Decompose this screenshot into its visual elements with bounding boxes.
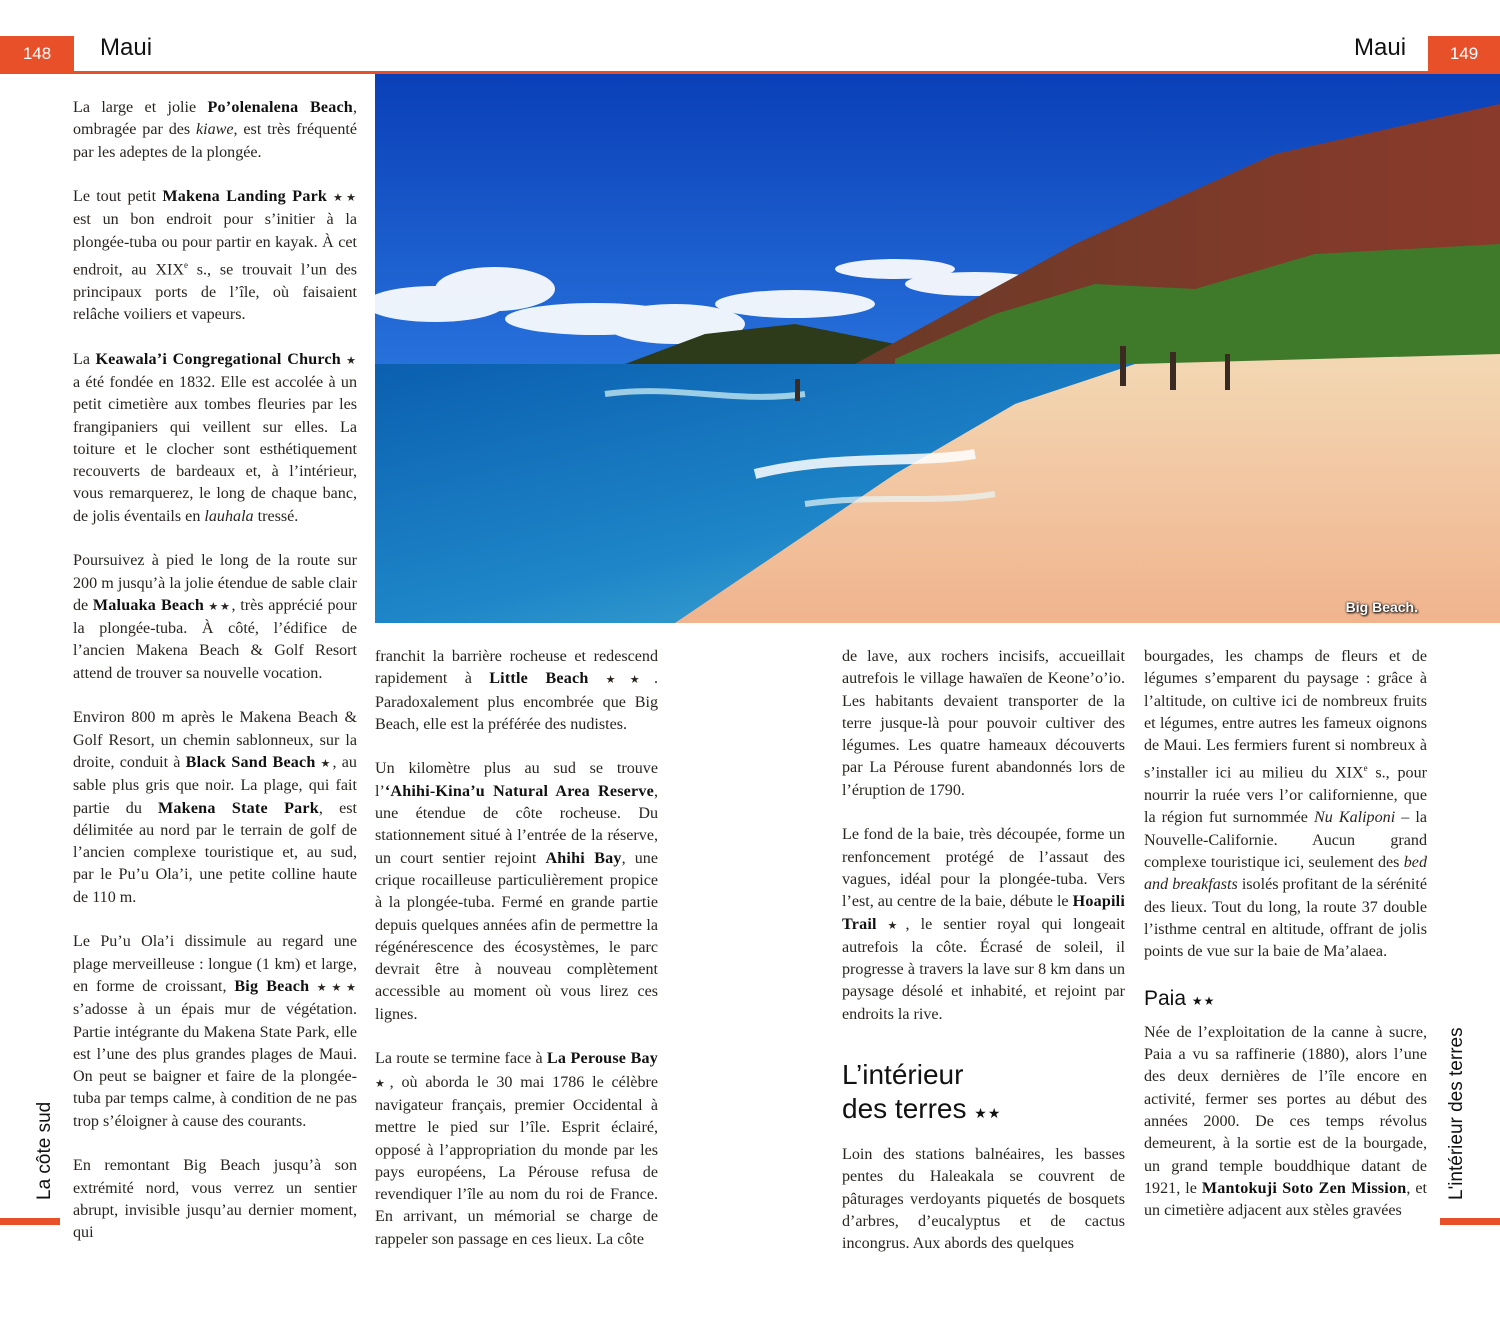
text: , une étendue de côte rocheuse. Du stationnement situé à l’entrée de la réserve, un court sentier rejoint — [375, 782, 658, 867]
rating-stars: ★ — [315, 757, 333, 770]
section-heading-paia — [1144, 986, 1427, 1014]
text: , est très fréquenté par les adeptes de la plongée. — [73, 121, 357, 161]
text: isolés profitant de la sérénité des lieux. Tout du long, la route 37 double l’isthme central en altitude, offrant de jolis points de vue sur la baie de Ma’alaea. — [1144, 876, 1427, 961]
italic-term: Nu Kaliponi — [1313, 809, 1396, 827]
place-name: Big Beach — [234, 977, 310, 995]
column-4 — [1144, 646, 1427, 1222]
place-name: Keawala’i Congregational Church — [95, 350, 341, 368]
heading-text: Paia — [1144, 986, 1187, 1010]
heading-line: L’intérieur — [842, 1059, 964, 1091]
photo-caption: Big Beach. — [1345, 599, 1418, 615]
place-name: Maluaka Beach — [92, 596, 204, 614]
paragraph-north-end: En remontant Big Beach jusqu’à son extrémité nord, vous verrez un sentier abrupt, invisible jusqu’au dernier moment, qui — [73, 1157, 357, 1242]
rating-stars: ★★ — [974, 1105, 1002, 1122]
section-heading-interieur — [842, 1058, 1125, 1130]
text: , le sentier royal qui longeait autrefois la côte. Écrasé de soleil, il progresse à travers la lave sur 8 km dans un paysage désolé et inhabité, et rejoint par endroits la rive. — [842, 915, 1125, 1023]
rating-stars: ★★★ — [309, 981, 357, 994]
rating-stars: ★★ — [588, 674, 654, 687]
text: , au sable plus gris que noir. La plage, qui fait partie du — [73, 753, 357, 817]
paragraph-makena-landing — [73, 186, 357, 326]
paragraph-ahihi — [375, 758, 658, 1026]
place-name: Little Beach — [489, 670, 589, 688]
paragraph-poolenalena — [73, 97, 357, 164]
text: Née de l’exploitation de la canne à sucre, Paia a vu sa raffinerie (1880), alors l’une des deux dernières de l’île encore en activité, fermer ses portes au début des années 2000. De ces temps révolus demeurent, à la sortie est de la bourgade, un grand temple bouddhique datant de 1921, le — [1144, 1023, 1427, 1197]
right-running-title: Maui — [1354, 34, 1407, 61]
beach-photo — [375, 74, 1500, 623]
rating-stars: ★ — [876, 919, 906, 932]
text: , où aborda le 30 mai 1786 le célèbre navigateur français, premier Occidental à mettre le pied sur l’île. Esprit éclairé, opposé à l’appropriation du monde par les pays européens, La Pérouse refusa de revendiquer l’île au nom du roi de France. En arrivant, un mémorial se charge de rappeler son passage en ces lieux. La côte — [375, 1073, 658, 1248]
text: est un bon endroit pour s’initier à la plongée-tuba ou pour partir en kayak. À cet endroit, au XIX — [73, 211, 357, 279]
rating-stars: ★★ — [1191, 993, 1216, 1008]
text: La large et jolie — [73, 99, 208, 116]
text: bourgades, les champs de fleurs et de légumes s’emparent du paysage : grâce à l’altitude, on cultive ici de nombreux fruits et légumes, entre autres les fameux oignons de Maui. Les fermiers furent si nombreux à s’installer ici au milieu du XIX — [1144, 648, 1427, 782]
place-name: Ahihi Bay — [545, 849, 622, 867]
left-section-label: La côte sud — [34, 1101, 55, 1200]
text: , est délimitée au nord par le terrain de golf de l’ancien complexe touristique et, au sud, par le Pu’u Ola’i, une petite colline haute de 110 m. — [73, 799, 357, 906]
left-page-number: 148 — [0, 36, 74, 71]
text: Le Pu’u Ola’i dissimule au regard une plage merveilleuse : longue (1 km) et large, en forme de croissant, — [73, 933, 357, 995]
text: , une crique rocailleuse particulièrement propice à la plongée-tuba. Fermé en grande partie depuis quelques années afin de permettre la régénérescence des écosystèmes, le parc devrait être à nouveau complètement accessible au moment où vous lirez ces lignes. — [375, 849, 658, 1023]
text: , ombragée par des — [73, 99, 357, 139]
italic-term: lauhala — [204, 507, 254, 525]
place-name: Hoapili Trail — [842, 893, 1125, 933]
left-running-title: Maui — [100, 34, 153, 61]
text: s., se trouvait l’un des principaux ports de l’île, où faisaient relâche voiliers et vapeurs. — [73, 261, 357, 324]
text: franchit la barrière rocheuse et redescend rapidement à — [375, 648, 658, 688]
rating-stars: ★ — [375, 1077, 390, 1090]
text: tressé. — [253, 507, 299, 525]
column-3 — [842, 646, 1125, 1256]
text: Le tout petit — [73, 188, 163, 206]
superscript: e — [1363, 763, 1368, 774]
place-name: Po’olenalena Beach — [207, 99, 353, 116]
text: a été fondée en 1832. Elle est accolée à un petit cimetière aux tombes fleuries par les frangipaniers qui veillent sur elles. La toiture et le clocher sont esthétiquement recouverts de bardeaux et, à l’intérieur, vous remarquerez, le long de chaque banc, de jolis éventails en — [73, 373, 357, 525]
column-1 — [73, 97, 357, 1245]
paragraph-big-beach — [73, 931, 357, 1133]
place-name: Mantokuji Soto Zen Mission — [1201, 1179, 1407, 1197]
header-rule-left — [0, 71, 375, 74]
superscript: e — [183, 260, 188, 271]
text: s., pour nourrir la ruée vers l’or californienne, que la région fut surnommée — [1144, 764, 1427, 827]
paragraph-black-sand — [73, 707, 357, 909]
text: , très apprécié pour la plongée-tuba. À côté, l’édifice de l’ancien Makena Beach & Golf Resort attend de trouver sa nouvelle vocation. — [73, 596, 357, 682]
place-name: La Perouse Bay — [546, 1050, 658, 1068]
place-name: Black Sand Beach — [185, 753, 316, 771]
paragraph-bourgades — [1144, 646, 1427, 964]
rating-stars: ★★ — [203, 600, 232, 613]
paragraph-little-beach — [375, 646, 658, 736]
text: , et un cimetière adjacent aux stèles gravées — [1144, 1179, 1427, 1220]
paragraph-haleakala: Loin des stations balnéaires, les basses pentes du Haleakala se couvrent de pâturages verdoyants piquetés de bosquets d’arbres, d’eucalyptus et de cactus incongrus. Aux abords des quelques — [842, 1146, 1125, 1253]
italic-term: bed and breakfasts — [1144, 854, 1427, 894]
right-page-number: 149 — [1428, 36, 1500, 71]
rating-stars: ★★ — [327, 192, 357, 205]
text: La route se termine face à — [375, 1050, 547, 1068]
text: Environ 800 m après le Makena Beach & Golf Resort, un chemin sablonneux, sur la droite, conduit à — [73, 709, 357, 771]
text: Un kilomètre plus au sud se trouve l’ — [375, 760, 658, 800]
paragraph-keawalai — [73, 349, 357, 528]
paragraph-maluaka — [73, 550, 357, 685]
place-name: Makena Landing Park — [162, 188, 328, 206]
text: s’adosse à un épais mur de végétation. Partie intégrante du Makena State Park, elle est l’une des plus grandes plages de Maui. On peut se baigner et faire de la plongée-tuba par temps calme, à condition de ne pas trop s’éloigner à cause des courants. — [73, 1001, 357, 1130]
left-section-tab — [0, 1218, 60, 1225]
right-section-tab — [1440, 1218, 1500, 1225]
paragraph-paia — [1144, 1022, 1427, 1223]
place-name: Makena State Park — [158, 799, 319, 817]
paragraph-hoapili — [842, 824, 1125, 1026]
paragraph-la-perouse — [375, 1048, 658, 1251]
right-section-label: L'intérieur des terres — [1446, 1027, 1467, 1200]
text: La — [73, 350, 96, 368]
heading-line: des terres — [842, 1093, 967, 1125]
beach-illustration — [375, 74, 1500, 623]
place-name: ‘Ahihi-Kina’u Natural Area Reserve — [384, 782, 654, 800]
paragraph-lava-coast: de lave, aux rochers incisifs, accueillait autrefois le village hawaïen de Keone’o’io. Les habitants devaient transporter de la terre jusque-là pour pouvoir cultiver des légumes. Les quatre hameaux découverts par La Pérouse furent abandonnés lors de l’éruption de 1790. — [842, 648, 1125, 799]
text: . Paradoxalement plus encombrée que Big Beach, elle est la préférée des nudistes. — [375, 670, 658, 733]
column-2 — [375, 646, 658, 1251]
text: Poursuivez à pied le long de la route sur 200 m jusqu’à la jolie étendue de sable clair de — [73, 552, 357, 614]
italic-term: kiawe — [196, 121, 234, 139]
text: – la Nouvelle-Californie. Aucun grand complexe touristique ici, seulement des — [1144, 809, 1427, 872]
rating-stars: ★ — [340, 354, 358, 367]
text: Le fond de la baie, très découpée, forme un renfoncement protégé de l’assaut des vagues, idéal pour la plongée-tuba. Vers l’est, au centre de la baie, débute le — [842, 826, 1125, 911]
